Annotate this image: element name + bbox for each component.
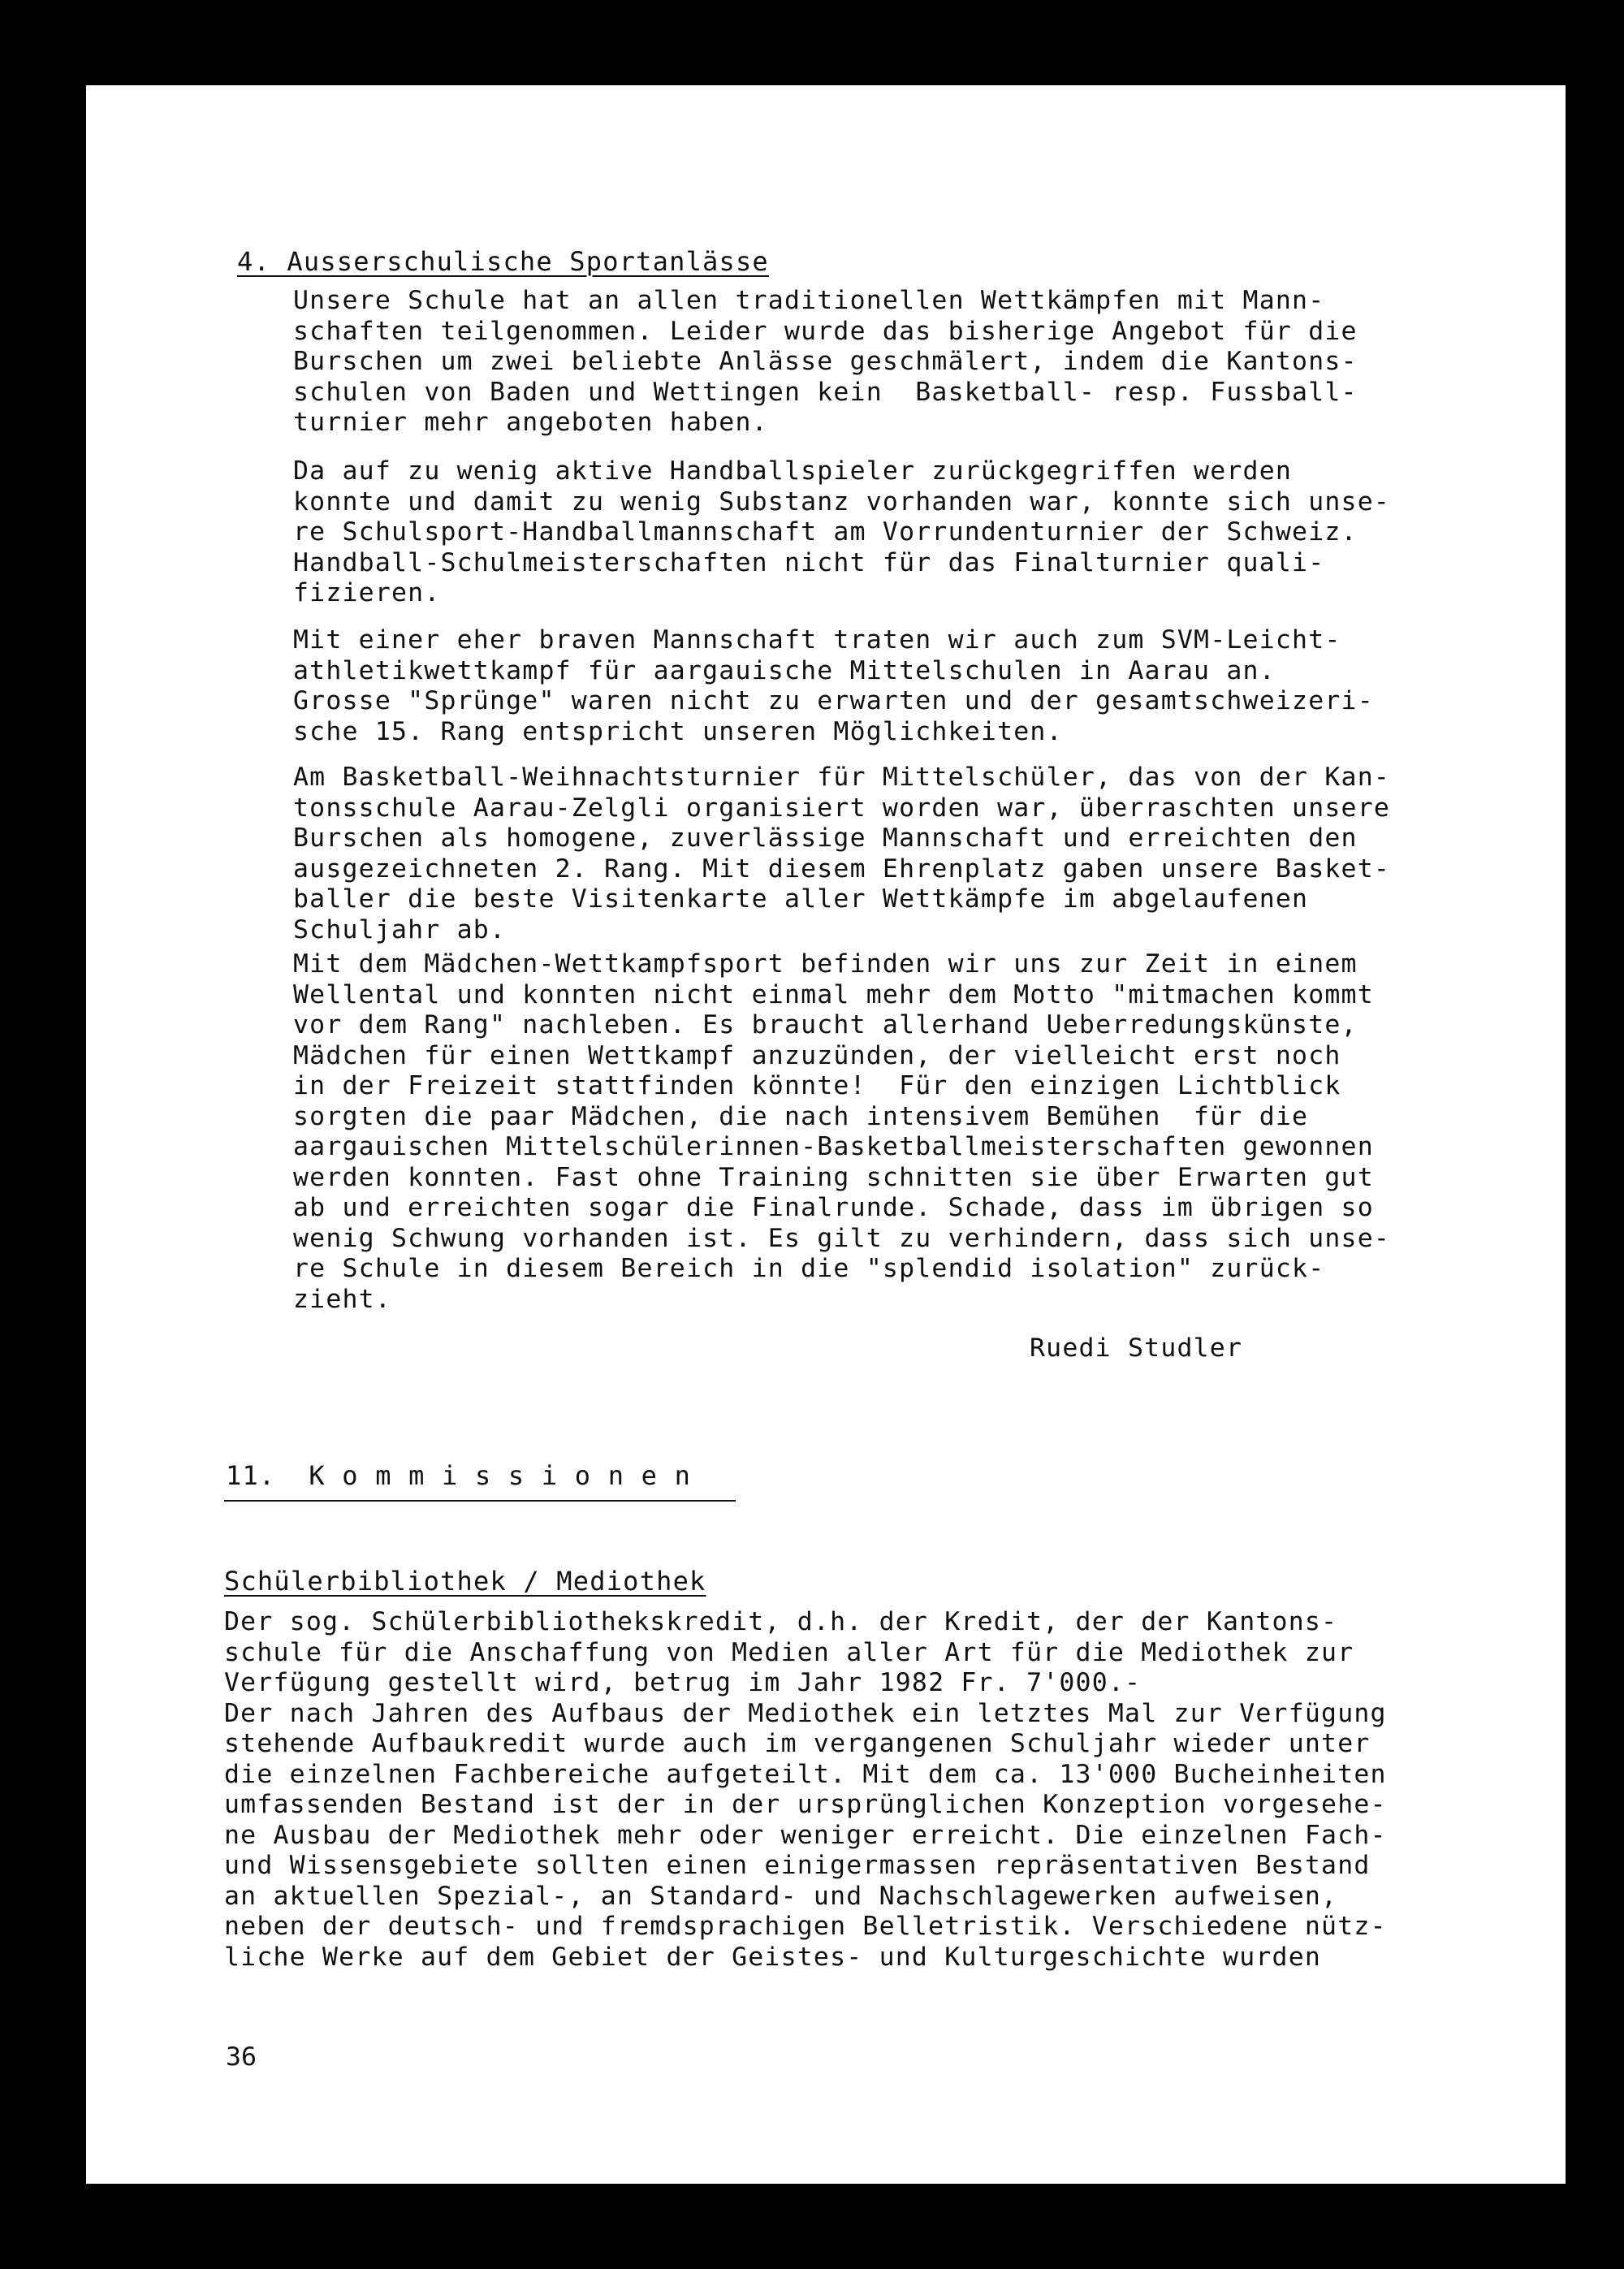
mediothek-heading: Schülerbibliothek / Mediothek bbox=[224, 1566, 706, 1597]
text-line: schulen von Baden und Wettingen kein Basketball- resp. Fussball- bbox=[293, 377, 1358, 407]
text-line: Burschen um zwei beliebte Anlässe geschmälert, indem die Kantons- bbox=[293, 347, 1358, 376]
text-line: Handball-Schulmeisterschaften nicht für das Finalturnier quali- bbox=[293, 547, 1325, 577]
text-line: umfassenden Bestand ist der in der ursprünglichen Konzeption vorgesehe- bbox=[224, 1790, 1387, 1819]
text-line: werden konnten. Fast ohne Training schnitten sie über Erwarten gut bbox=[293, 1162, 1374, 1192]
text-line: Der sog. Schülerbibliothekskredit, d.h. der Kredit, der der Kantons- bbox=[224, 1607, 1338, 1636]
text-line: und Wissensgebiete sollten einen einigermassen repräsentativen Bestand bbox=[224, 1851, 1371, 1880]
text-line: wenig Schwung vorhanden ist. Es gilt zu verhindern, dass sich unse- bbox=[293, 1223, 1391, 1253]
text-line: Verfügung gestellt wird, betrug im Jahr 1982 Fr. 7'000.- bbox=[224, 1668, 1142, 1697]
page-number: 36 bbox=[226, 2042, 257, 2072]
text-line: baller die beste Visitenkarte aller Wettkämpfe im abgelaufenen bbox=[293, 884, 1309, 914]
text-line: Burschen als homogene, zuverlässige Mannschaft und erreichten den bbox=[293, 823, 1358, 853]
author-signature: Ruedi Studler bbox=[1030, 1333, 1243, 1363]
text-line: Da auf zu wenig aktive Handballspieler zurückgegriffen werden bbox=[293, 456, 1293, 486]
text-line: stehende Aufbaukredit wurde auch im vergangenen Schuljahr wieder unter bbox=[224, 1729, 1371, 1758]
text-line: Der nach Jahren des Aufbaus der Mediothek ein letztes Mal zur Verfügung bbox=[224, 1698, 1387, 1728]
paragraph-5 bbox=[293, 949, 1390, 1315]
section-11-rule bbox=[224, 1500, 736, 1502]
text-line: ne Ausbau der Mediothek mehr oder weniger erreicht. Die einzelnen Fach- bbox=[224, 1820, 1387, 1850]
text-line: athletikwettkampf für aargauische Mittelschulen in Aarau an. bbox=[293, 655, 1276, 685]
text-line: re Schulsport-Handballmannschaft am Vorrundenturnier der Schweiz. bbox=[293, 517, 1358, 547]
text-line: Wellental und konnten nicht einmal mehr dem Motto "mitmachen kommt bbox=[293, 979, 1374, 1009]
section-4-heading: 4. Ausserschulische Sportanlässe bbox=[237, 246, 769, 277]
text-line: neben der deutsch- und fremdsprachigen Belletristik. Verschiedene nütz- bbox=[224, 1912, 1387, 1941]
document-page bbox=[86, 85, 1566, 2184]
text-line: die einzelnen Fachbereiche aufgeteilt. Mit dem ca. 13'000 Bucheinheiten bbox=[224, 1759, 1387, 1789]
text-line: konnte und damit zu wenig Substanz vorhanden war, konnte sich unse- bbox=[293, 486, 1391, 516]
text-line: schaften teilgenommen. Leider wurde das bisherige Angebot für die bbox=[293, 316, 1358, 346]
text-line: schule für die Anschaffung von Medien aller Art für die Mediothek zur bbox=[224, 1637, 1354, 1667]
text-line: tonsschule Aarau-Zelgli organisiert worden war, überraschten unsere bbox=[293, 793, 1391, 823]
text-line: sorgten die paar Mädchen, die nach intensivem Bemühen für die bbox=[293, 1101, 1309, 1131]
text-line: in der Freizeit stattfinden könnte! Für den einzigen Lichtblick bbox=[293, 1071, 1341, 1100]
text-line: Mit dem Mädchen-Wettkampfsport befinden wir uns zur Zeit in einem bbox=[293, 949, 1358, 979]
text-line: Schuljahr ab. bbox=[293, 914, 507, 944]
text-line: sche 15. Rang entspricht unseren Möglichkeiten. bbox=[293, 716, 1063, 746]
text-line: Mädchen für einen Wettkampf anzuzünden, der vielleicht erst noch bbox=[293, 1040, 1341, 1070]
text-line: Grosse "Sprünge" waren nicht zu erwarten und der gesamtschweizeri- bbox=[293, 686, 1374, 715]
text-line: Am Basketball-Weihnachtsturnier für Mittelschüler, das von der Kan- bbox=[293, 763, 1391, 792]
paragraph-1 bbox=[293, 286, 1358, 439]
text-line: re Schule in diesem Bereich in die "splendid isolation" zurück- bbox=[293, 1254, 1325, 1283]
text-line: vor dem Rang" nachleben. Es braucht allerhand Ueberredungskünste, bbox=[293, 1010, 1358, 1039]
text-line: fizieren. bbox=[293, 578, 441, 607]
paragraph-3 bbox=[293, 625, 1374, 747]
text-line: Mit einer eher braven Mannschaft traten wir auch zum SVM-Leicht- bbox=[293, 625, 1341, 655]
text-line: ausgezeichneten 2. Rang. Mit diesem Ehrenplatz gaben unsere Basket- bbox=[293, 854, 1391, 884]
text-line: an aktuellen Spezial-, an Standard- und Nachschlagewerken aufweisen, bbox=[224, 1881, 1338, 1911]
paragraph-4 bbox=[293, 763, 1390, 945]
text-line: liche Werke auf dem Gebiet der Geistes- und Kulturgeschichte wurden bbox=[224, 1942, 1322, 1972]
text-line: ab und erreichten sogar die Finalrunde. Schade, dass im übrigen so bbox=[293, 1193, 1374, 1222]
paragraph-2 bbox=[293, 456, 1390, 609]
text-line: Unsere Schule hat an allen traditionellen Wettkämpfen mit Mann- bbox=[293, 286, 1325, 315]
mediothek-paragraph bbox=[224, 1607, 1387, 1973]
text-line: turnier mehr angeboten haben. bbox=[293, 408, 768, 437]
text-line: zieht. bbox=[293, 1284, 391, 1314]
text-line: aargauischen Mittelschülerinnen-Basketballmeisterschaften gewonnen bbox=[293, 1132, 1374, 1161]
section-11-heading: 11. K o m m i s s i o n e n bbox=[226, 1460, 692, 1491]
